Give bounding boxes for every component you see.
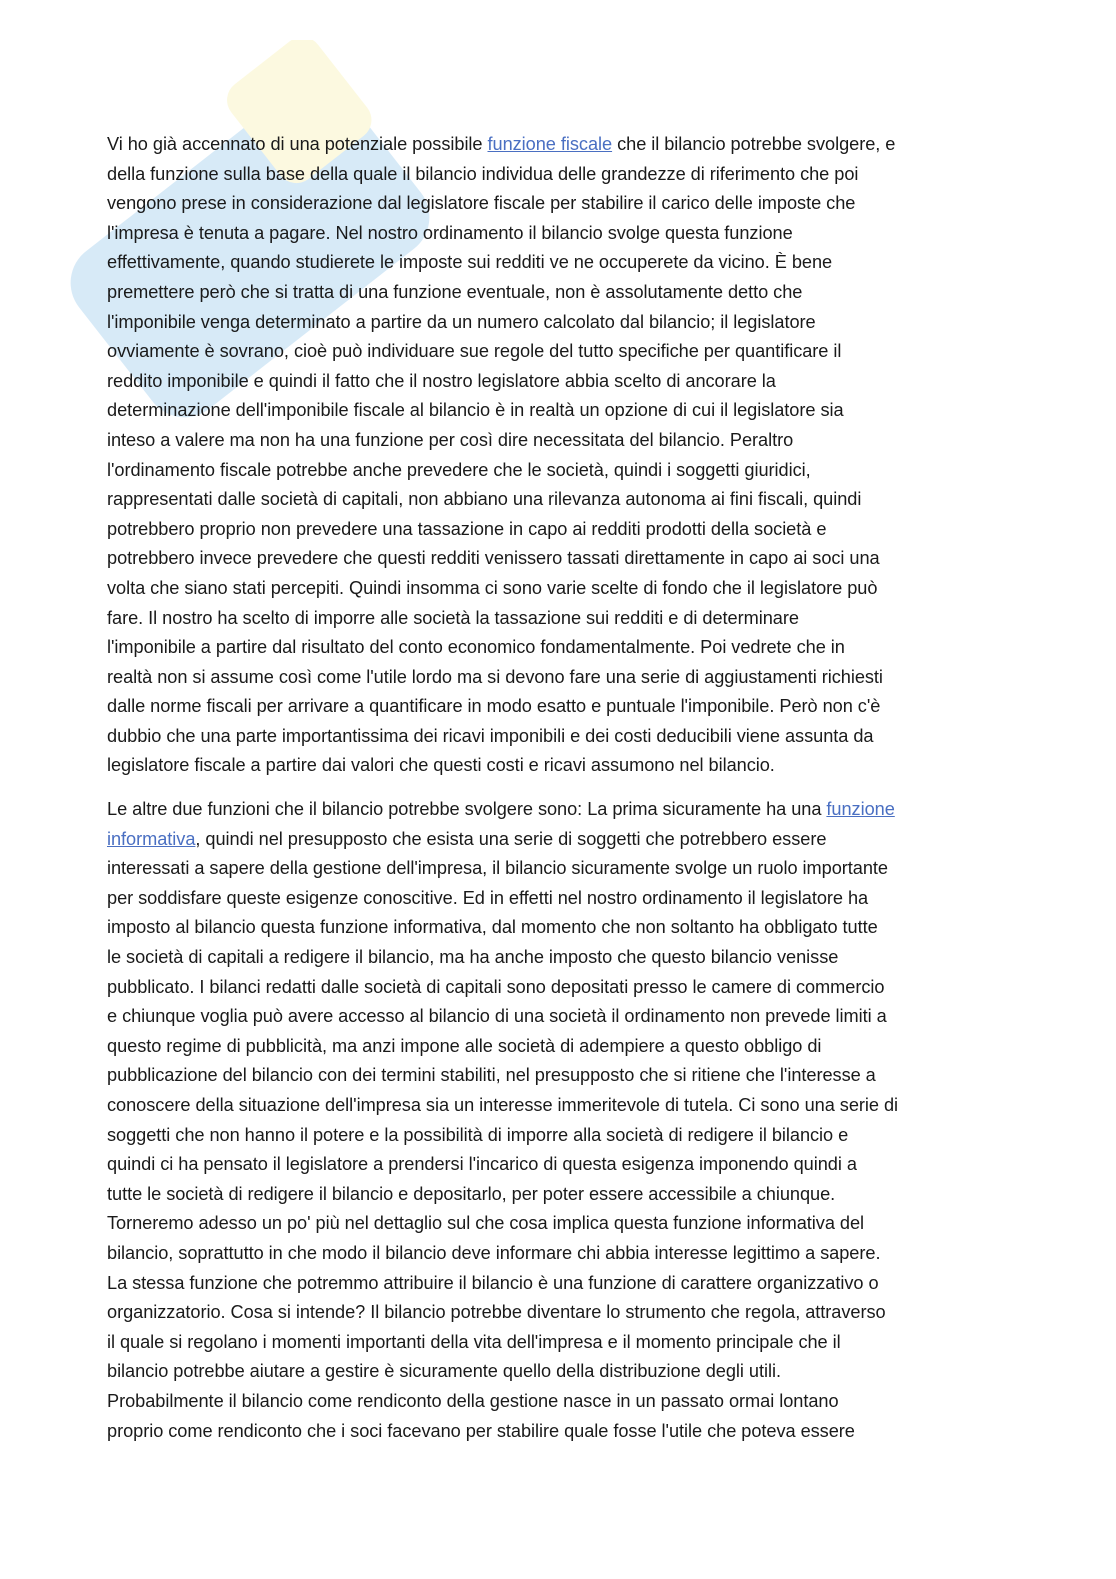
text-segment: potrebbero invece prevedere che questi redditi venissero tassati direttamente in capo ai soci una	[107, 548, 880, 569]
text-line	[107, 1417, 1009, 1447]
text-segment: bilancio potrebbe aiutare a gestire è sicuramente quello della distribuzione degli utili.	[107, 1361, 781, 1382]
text-line	[107, 1357, 1009, 1387]
text-line	[107, 1091, 1009, 1121]
text-segment: il quale si regolano i momenti importanti della vita dell'impresa e il momento principale che il	[107, 1331, 841, 1352]
text-line	[107, 485, 1009, 515]
text-line	[107, 308, 1009, 338]
text-segment: realtà non si assume così come l'utile lordo ma si devono fare una serie di aggiustamenti richiesti	[107, 666, 883, 687]
text-segment: le società di capitali a redigere il bilancio, ma ha anche imposto che questo bilancio venisse	[107, 947, 839, 968]
inline-link[interactable]: funzione	[826, 799, 895, 820]
text-line	[107, 1061, 1009, 1091]
text-line	[107, 1002, 1009, 1032]
inline-link[interactable]: informativa	[107, 828, 196, 849]
text-segment: determinazione dell'imponibile fiscale al bilancio è in realtà un opzione di cui il legislatore sia	[107, 400, 844, 421]
text-segment: effettivamente, quando studierete le imposte sui redditi ve ne occuperete da vicino. È bene	[107, 252, 833, 273]
text-segment: l'imponibile venga determinato a partire da un numero calcolato dal bilancio; il legislatore	[107, 311, 816, 332]
text-segment: l'ordinamento fiscale potrebbe anche prevedere che le società, quindi i soggetti giuridici,	[107, 459, 811, 480]
text-segment: e chiunque voglia può avere accesso al bilancio di una società il ordinamento non prevede limiti a	[107, 1006, 887, 1027]
text-line	[107, 973, 1009, 1003]
text-line	[107, 456, 1009, 486]
text-segment: della funzione sulla base della quale il bilancio individua delle grandezze di riferimento che poi	[107, 163, 859, 184]
text-segment: volta che siano stati percepiti. Quindi insomma ci sono varie scelte di fondo che il legislatore può	[107, 577, 878, 598]
text-segment: conoscere della situazione dell'impresa sia un interesse immeritevole di tutela. Ci sono una serie di	[107, 1095, 899, 1115]
text-segment: pubblicato. I bilanci redatti dalle società di capitali sono depositati presso le camere di commercio	[107, 976, 885, 997]
text-line	[107, 633, 1009, 663]
text-line	[107, 396, 1009, 426]
text-line	[107, 1239, 1009, 1269]
text-segment: bilancio, soprattutto in che modo il bilancio deve informare chi abbia interesse legittimo a sapere.	[107, 1242, 881, 1263]
text-line	[107, 160, 1009, 190]
text-line	[107, 130, 1009, 160]
text-line	[107, 1121, 1009, 1151]
text-line	[107, 722, 1009, 752]
text-line	[107, 574, 1009, 604]
text-line	[107, 219, 1009, 249]
text-segment: Torneremo adesso un po' più nel dettaglio sul che cosa implica questa funzione informativa del	[107, 1213, 865, 1234]
text-segment: l'impresa è tenuta a pagare. Nel nostro ordinamento il bilancio svolge questa funzione	[107, 222, 793, 243]
text-segment: quindi ci ha pensato il legislatore a prendersi l'incarico di questa esigenza imponendo quindi a	[107, 1154, 857, 1175]
text-segment: per soddisfare queste esigenze conoscitive. Ed in effetti nel nostro ordinamento il legislatore ha	[107, 887, 869, 908]
text-segment: Le altre due funzioni che il bilancio potrebbe svolgere sono: La prima sicuramente ha una	[107, 799, 827, 820]
text-segment: dalle norme fiscali per arrivare a quantificare in modo esatto e puntuale l'imponibile. Però non c'è	[107, 696, 881, 717]
paragraph	[107, 130, 1009, 781]
text-segment: l'imponibile a partire dal risultato del conto economico fondamentalmente. Poi vedrete che in	[107, 637, 845, 658]
text-segment: premettere però che si tratta di una funzione eventuale, non è assolutamente detto che	[107, 281, 803, 302]
text-segment: fare. Il nostro ha scelto di imporre alle società la tassazione sui redditi e di determinare	[107, 607, 799, 628]
text-segment: tutte le società di redigere il bilancio e depositarlo, per poter essere accessibile a chiunque.	[107, 1183, 836, 1204]
text-segment: inteso a valere ma non ha una funzione per così dire necessitata del bilancio. Peraltro	[107, 429, 794, 450]
text-line	[107, 663, 1009, 693]
text-line	[107, 1150, 1009, 1180]
text-line	[107, 751, 1009, 781]
text-segment: reddito imponibile e quindi il fatto che il nostro legislatore abbia scelto di ancorare la	[107, 370, 776, 391]
text-segment: proprio come rendiconto che i soci facevano per stabilire quale fosse l'utile che poteva essere	[107, 1420, 855, 1441]
text-line	[107, 426, 1009, 456]
document-body	[107, 130, 1009, 1460]
text-segment: interessati a sapere della gestione dell'impresa, il bilancio sicuramente svolge un ruolo importante	[107, 858, 888, 879]
text-line	[107, 248, 1009, 278]
text-segment: rappresentati dalle società di capitali, non abbiano una rilevanza autonoma ai fini fiscali, quindi	[107, 489, 862, 510]
text-segment: ovviamente è sovrano, cioè può individuare sue regole del tutto specifiche per quantificare il	[107, 341, 842, 362]
text-segment: Probabilmente il bilancio come rendiconto della gestione nasce in un passato ormai lontano	[107, 1390, 839, 1411]
text-line	[107, 515, 1009, 545]
text-segment: pubblicazione del bilancio con dei termini stabiliti, nel presupposto che si ritiene che l'interesse a	[107, 1065, 876, 1086]
text-line	[107, 1328, 1009, 1358]
text-line	[107, 278, 1009, 308]
text-line	[107, 1298, 1009, 1328]
text-line	[107, 1180, 1009, 1210]
text-segment: Vi ho già accennato di una potenziale possibile	[107, 134, 488, 154]
text-line	[107, 1032, 1009, 1062]
text-segment: soggetti che non hanno il potere e la possibilità di imporre alla società di redigere il bilancio e	[107, 1124, 849, 1145]
text-line	[107, 544, 1009, 574]
text-line	[107, 367, 1009, 397]
text-line	[107, 913, 1009, 943]
inline-link[interactable]: funzione fiscale	[487, 134, 613, 154]
text-line	[107, 604, 1009, 634]
text-segment: organizzatorio. Cosa si intende? Il bilancio potrebbe diventare lo strumento che regola, attraverso	[107, 1302, 886, 1323]
text-line	[107, 825, 1009, 855]
text-line	[107, 795, 1009, 825]
text-line	[107, 854, 1009, 884]
text-line	[107, 1269, 1009, 1299]
text-line	[107, 1387, 1009, 1417]
text-line	[107, 943, 1009, 973]
text-line	[107, 1209, 1009, 1239]
text-line	[107, 692, 1009, 722]
text-segment: potrebbero proprio non prevedere una tassazione in capo ai redditi prodotti della società e	[107, 518, 827, 539]
text-segment: La stessa funzione che potremmo attribuire il bilancio è una funzione di carattere organizzativo o	[107, 1272, 879, 1293]
paragraph	[107, 795, 1009, 1446]
text-segment: legislatore fiscale a partire dai valori che questi costi e ricavi assumono nel bilancio.	[107, 755, 775, 776]
text-segment: questo regime di pubblicità, ma anzi impone alle società di adempiere a questo obbligo di	[107, 1035, 822, 1056]
text-line	[107, 884, 1009, 914]
text-segment: che il bilancio potrebbe svolgere, e	[612, 134, 896, 154]
text-segment: imposto al bilancio questa funzione informativa, dal momento che non soltanto ha obbligato tutte	[107, 917, 878, 938]
text-line	[107, 189, 1009, 219]
text-line	[107, 337, 1009, 367]
text-segment: vengono prese in considerazione dal legislatore fiscale per stabilire il carico delle imposte che	[107, 193, 856, 214]
text-segment: , quindi nel presupposto che esista una serie di soggetti che potrebbero essere	[195, 828, 827, 849]
text-segment: dubbio che una parte importantissima dei ricavi imponibili e dei costi deducibili viene assunta da	[107, 725, 874, 746]
